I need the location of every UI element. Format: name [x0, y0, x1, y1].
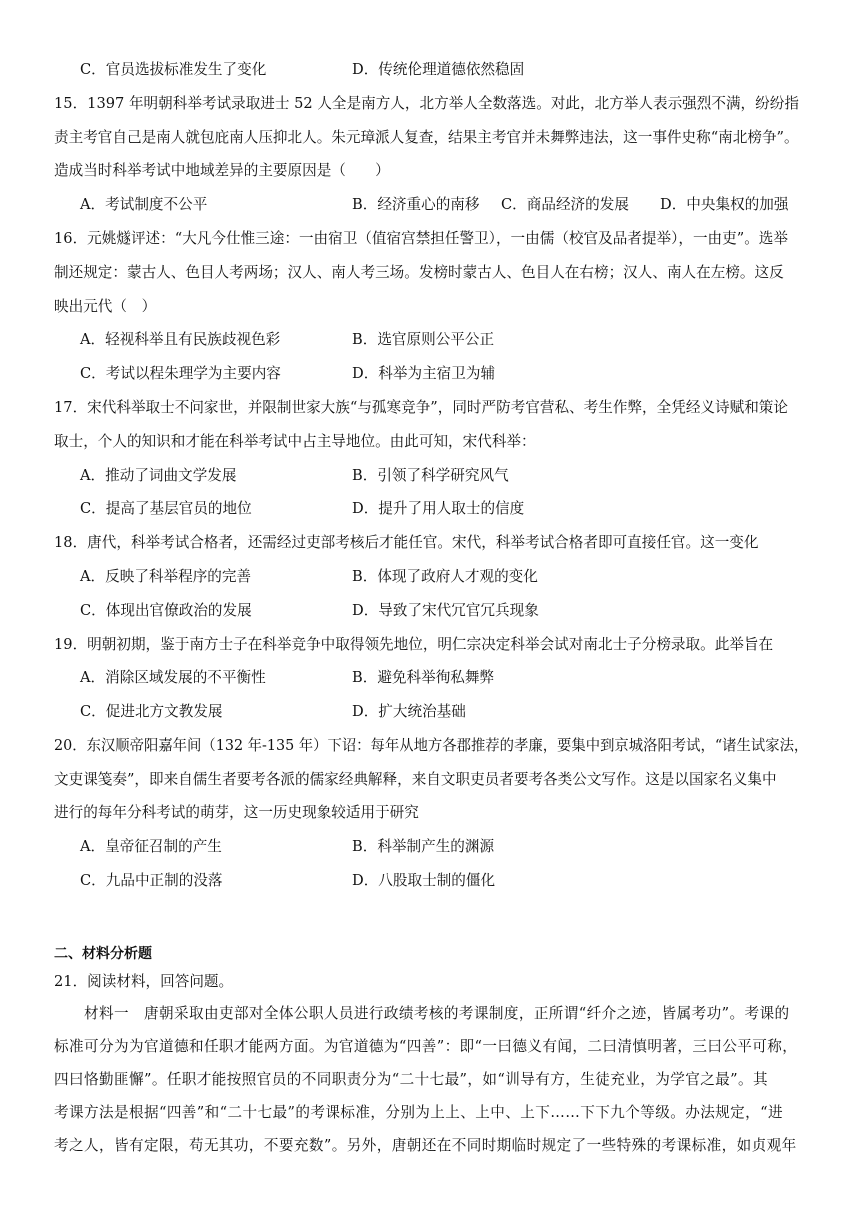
q18-option-a[interactable]: A．反映了科举程序的完善	[80, 568, 252, 585]
q15-option-c[interactable]: C．商品经济的发展	[501, 196, 629, 213]
q14-option-d[interactable]: D．传统伦理道德依然稳固	[352, 61, 525, 78]
q19-stem-line-1: 19．明朝初期，鉴于南方士子在科举竞争中取得领先地位，明仁宗决定科举会试对南北士子分榜录取。此举旨在	[54, 636, 774, 653]
q19-option-c[interactable]: C．促进北方文教发展	[80, 703, 223, 720]
q18-option-d[interactable]: D．导致了宋代冗官冗兵现象	[352, 602, 539, 619]
q16-option-b[interactable]: B．选官原则公平公正	[352, 331, 495, 348]
q15-stem-line-2: 责主考官自己是南人就包庇南人压抑北人。朱元璋派人复查，结果主考官并未舞弊违法，这一事件史称“南北榜争”。	[54, 129, 799, 146]
q19-option-a[interactable]: A．消除区域发展的不平衡性	[80, 669, 266, 686]
q17-stem-line-1: 17．宋代科举取士不问家世，并限制世家大族“与孤寒竞争”，同时严防考官营私、考生作弊，全凭经义诗赋和策论	[54, 399, 788, 416]
q21-stem: 21．阅读材料，回答问题。	[54, 973, 234, 990]
q15-option-d[interactable]: D．中央集权的加强	[660, 196, 789, 213]
material-line-5: 考之人，皆有定限，苟无其功，不要充数”。另外，唐朝还在不同时期临时规定了一些特殊的考课标准，如贞观年	[54, 1137, 797, 1154]
material-line-3: 四曰恪勤匪懈”。任职才能按照官员的不同职责分为“二十七最”，如“训导有方，生徒充业，为学官之最”。其	[54, 1071, 769, 1088]
q17-stem-line-2: 取士，个人的知识和才能在科举考试中占主导地位。由此可知，宋代科举：	[54, 433, 536, 450]
material-line-2: 标准可分为为官道德和任职才能两方面。为官道德为“四善”：即“一曰德义有闻，二曰清慎明著，三曰公平可称，	[54, 1038, 798, 1055]
q16-option-c[interactable]: C．考试以程朱理学为主要内容	[80, 365, 281, 382]
q20-stem-line-2: 文吏课笺奏”，即来自儒生者要考各派的儒家经典解释，来自文职吏员者要考各类公文写作。这是以国家名义集中	[54, 771, 777, 788]
q17-option-a[interactable]: A．推动了词曲文学发展	[80, 467, 237, 484]
q18-stem-line-1: 18．唐代，科举考试合格者，还需经过吏部考核后才能任官。宋代，科举考试合格者即可直接任官。这一变化	[54, 534, 759, 551]
q16-option-a[interactable]: A．轻视科举且有民族歧视色彩	[80, 331, 281, 348]
q19-option-d[interactable]: D．扩大统治基础	[352, 703, 466, 720]
q14-option-c[interactable]: C．官员选拔标准发生了变化	[80, 61, 267, 78]
q18-option-c[interactable]: C．体现出官僚政治的发展	[80, 602, 252, 619]
material-line-4: 考课方法是根据“四善”和“二十七最”的考课标准，分别为上上、上中、上下……下下九个等级。办法规定，“进	[54, 1104, 784, 1121]
q15-option-b[interactable]: B．经济重心的南移	[352, 196, 480, 213]
section-heading: 二、材料分析题	[54, 946, 152, 962]
q15-stem-line-3: 造成当时科举考试中地域差异的主要原因是（ ）	[54, 162, 390, 179]
q15-stem-line-1: 15．1397 年明朝科举考试录取进士 52 人全是南方人，北方举人全数落选。对此，北方举人表示强烈不满，纷纷指	[54, 95, 799, 112]
q15-option-a[interactable]: A．考试制度不公平	[80, 196, 208, 213]
q20-stem-line-3: 进行的每年分科考试的萌芽，这一历史现象较适用于研究	[54, 804, 419, 821]
q17-option-d[interactable]: D．提升了用人取士的信度	[352, 500, 525, 517]
q20-stem-line-1: 20．东汉顺帝阳嘉年间（132 年-135 年）下诏：每年从地方各郡推荐的孝廉，要集中到京城洛阳考试，“诸生试家法，	[54, 737, 809, 754]
q17-option-b[interactable]: B．引领了科学研究风气	[352, 467, 509, 484]
q20-option-d[interactable]: D．八股取士制的僵化	[352, 872, 496, 889]
q17-option-c[interactable]: C．提高了基层官员的地位	[80, 500, 252, 517]
q20-option-a[interactable]: A．皇帝征召制的产生	[80, 838, 222, 855]
q20-option-c[interactable]: C．九品中正制的没落	[80, 872, 223, 889]
q16-stem-line-1: 16．元姚燧评述：“大凡今仕惟三途：一由宿卫（值宿宫禁担任警卫），一由儒（校官及品者提举），一由吏”。选举	[54, 230, 788, 247]
q16-stem-line-3: 映出元代（ ）	[54, 298, 157, 315]
q19-option-b[interactable]: B．避免科举徇私舞弊	[352, 669, 495, 686]
material-line-1: 材料一 唐朝采取由吏部对全体公职人员进行政绩考核的考课制度，正所谓“纤介之迹，皆属考功”。考课的	[84, 1005, 790, 1022]
q16-option-d[interactable]: D．科举为主宿卫为辅	[352, 365, 496, 382]
q20-option-b[interactable]: B．科举制产生的渊源	[352, 838, 495, 855]
q16-stem-line-2: 制还规定：蒙古人、色目人考两场；汉人、南人考三场。发榜时蒙古人、色目人在右榜；汉人、南人在左榜。这反	[54, 264, 784, 281]
q18-option-b[interactable]: B．体现了政府人才观的变化	[352, 568, 538, 585]
